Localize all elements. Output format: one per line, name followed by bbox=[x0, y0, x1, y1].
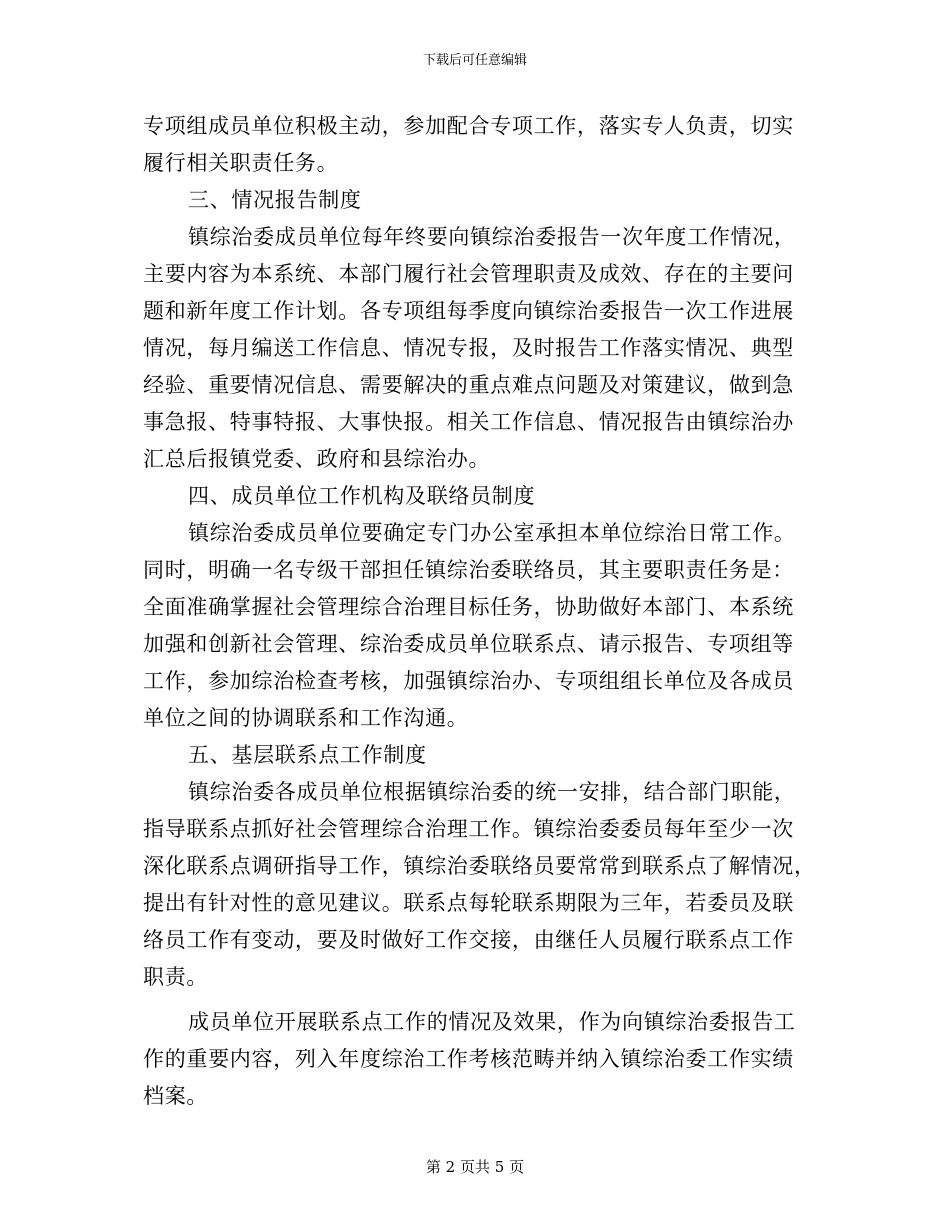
body-line: 题和新年度工作计划。各专项组每季度向镇综治委报告一次工作进展 bbox=[143, 299, 794, 323]
body-line: 加强和创新社会管理、综治委成员单位联系点、请示报告、专项组等 bbox=[143, 632, 794, 656]
body-line: 职责。 bbox=[143, 965, 209, 989]
body-line: 深化联系点调研指导工作，镇综治委联络员要常常到联系点了解情况， bbox=[143, 854, 816, 878]
body-line: 经验、重要情况信息、需要解决的重点难点问题及对策建议，做到急 bbox=[143, 373, 794, 397]
body-line: 全面准确掌握社会管理综合治理目标任务，协助做好本部门、本系统 bbox=[143, 595, 794, 619]
page-header-note: 下载后可任意编辑 bbox=[422, 53, 527, 68]
body-line: 履行相关职责任务。 bbox=[143, 151, 339, 175]
body-line: 作的重要内容，列入年度综治工作考核范畴并纳入镇综治委工作实绩 bbox=[143, 1047, 794, 1071]
body-line: 档案。 bbox=[143, 1084, 209, 1108]
body-line: 同时，明确一名专级干部担任镇综治委联络员，其主要职责任务是： bbox=[143, 558, 794, 582]
section-heading-5: 五、基层联系点工作制度 bbox=[188, 743, 427, 767]
body-line: 专项组成员单位积极主动，参加配合专项工作，落实专人负责，切实 bbox=[143, 114, 794, 138]
body-line: 镇综治委成员单位要确定专门办公室承担本单位综治日常工作。 bbox=[188, 521, 796, 545]
body-line: 镇综治委各成员单位根据镇综治委的统一安排，结合部门职能， bbox=[188, 780, 796, 804]
section-heading-3: 三、情况报告制度 bbox=[188, 188, 362, 212]
body-line: 单位之间的协调联系和工作沟通。 bbox=[143, 706, 469, 730]
body-line: 情况，每月编送工作信息、情况专报，及时报告工作落实情况、典型 bbox=[143, 336, 794, 360]
document-body bbox=[143, 108, 816, 1115]
body-line: 络员工作有变动，要及时做好工作交接，由继任人员履行联系点工作 bbox=[143, 928, 794, 952]
body-line: 主要内容为本系统、本部门履行社会管理职责及成效、存在的主要问 bbox=[143, 262, 794, 286]
body-line: 镇综治委成员单位每年终要向镇综治委报告一次年度工作情况， bbox=[188, 225, 796, 249]
body-line: 指导联系点抓好社会管理综合治理工作。镇综治委委员每年至少一次 bbox=[143, 817, 794, 841]
body-line: 汇总后报镇党委、政府和县综治办。 bbox=[143, 447, 491, 471]
body-line: 成员单位开展联系点工作的情况及效果，作为向镇综治委报告工 bbox=[188, 1010, 796, 1034]
page-footer-number: 第 2 页共 5 页 bbox=[425, 1158, 525, 1176]
section-heading-4: 四、成员单位工作机构及联络员制度 bbox=[188, 484, 536, 508]
body-line: 提出有针对性的意见建议。联系点每轮联系期限为三年，若委员及联 bbox=[143, 891, 794, 915]
body-line: 工作，参加综治检查考核，加强镇综治办、专项组组长单位及各成员 bbox=[143, 669, 794, 693]
body-line: 事急报、特事特报、大事快报。相关工作信息、情况报告由镇综治办 bbox=[143, 410, 794, 434]
